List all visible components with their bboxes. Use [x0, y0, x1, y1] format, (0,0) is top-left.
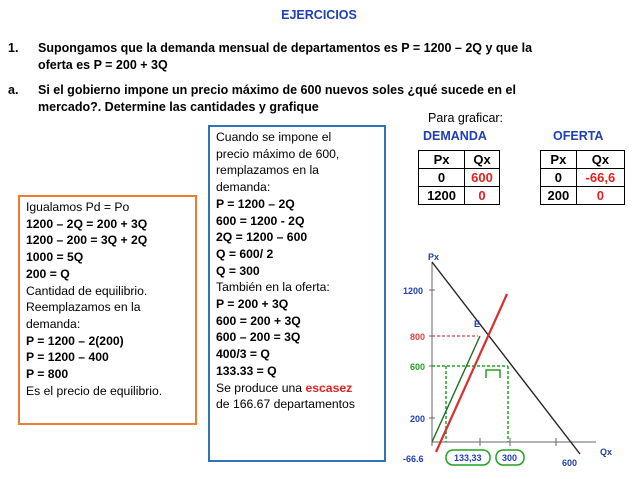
equilibrium-box: Igualamos Pd = Po 1200 – 2Q = 200 + 3Q 1200 – 200 = 3Q + 2Q 1000 = 5Q 200 = Q Cantidad de equilibrio. Reemplazamos en la demanda: P = 1200 – 2(200) P = 1200 – 400 P = 800 Es el precio de equilibrio. [18, 195, 197, 425]
table-row: 0 600 [419, 169, 500, 187]
y-axis-label: Px [428, 252, 440, 262]
question-a-marker: a. [8, 83, 19, 97]
question-a [8, 82, 628, 116]
max-price-box: Cuando se impone el precio máximo de 600, remplazamos en la demanda: P = 1200 – 2Q 600 = 1200 - 2Q 2Q = 1200 – 600 Q = 600/ 2 Q = 300 También en la oferta: P = 200 + 3Q 600 = 200 + 3Q 600 – 200 = 3Q 400/3 = Q 133.33 = Q Se produce una escasez de 166.67 departamentos [208, 125, 386, 462]
para-graficar-label: Para graficar: [428, 111, 504, 125]
y-tick-label-1200: 1200 [403, 286, 424, 296]
y-tick-label-800: 800 [410, 332, 426, 342]
shortage-bracket [486, 370, 500, 378]
escasez-highlight: escasez [305, 380, 353, 395]
page-title: EJERCICIOS [281, 8, 357, 22]
question-1 [8, 40, 628, 74]
supply-table [540, 150, 625, 205]
demand-table [418, 150, 500, 205]
demand-curve [432, 262, 580, 454]
question-a-text: Si el gobierno impone un precio máximo de 600 nuevos soles ¿qué sucede en el mercado?. Determine las cantidades y grafique [38, 83, 516, 114]
x-tick-label-neg66: -66.6 [403, 454, 424, 464]
table-row: 1200 0 [419, 187, 500, 205]
table-row: 0 -66,6 [541, 169, 625, 187]
y-tick-label-200: 200 [410, 414, 426, 424]
question-1-marker: 1. [8, 41, 19, 55]
y-tick-label-600: 600 [410, 362, 426, 372]
x-tick-label-300: 300 [502, 453, 518, 463]
supply-table-label: OFERTA [553, 129, 604, 143]
table-header-row: Px Qx [541, 151, 625, 169]
equilibrium-label: E [474, 319, 481, 329]
table-header-row: Px Qx [419, 151, 500, 169]
supply-demand-graph [395, 250, 638, 479]
x-tick-label-133: 133,33 [454, 453, 482, 463]
x-tick-label-600: 600 [562, 458, 578, 468]
question-1-text: Supongamos que la demanda mensual de departamentos es P = 1200 – 2Q y que la oferta es P = 200 + 3Q [38, 41, 533, 72]
x-axis-label: Qx [600, 447, 613, 457]
table-row: 200 0 [541, 187, 625, 205]
demand-table-label: DEMANDA [423, 129, 487, 143]
supply-curve-shadow [432, 336, 480, 442]
